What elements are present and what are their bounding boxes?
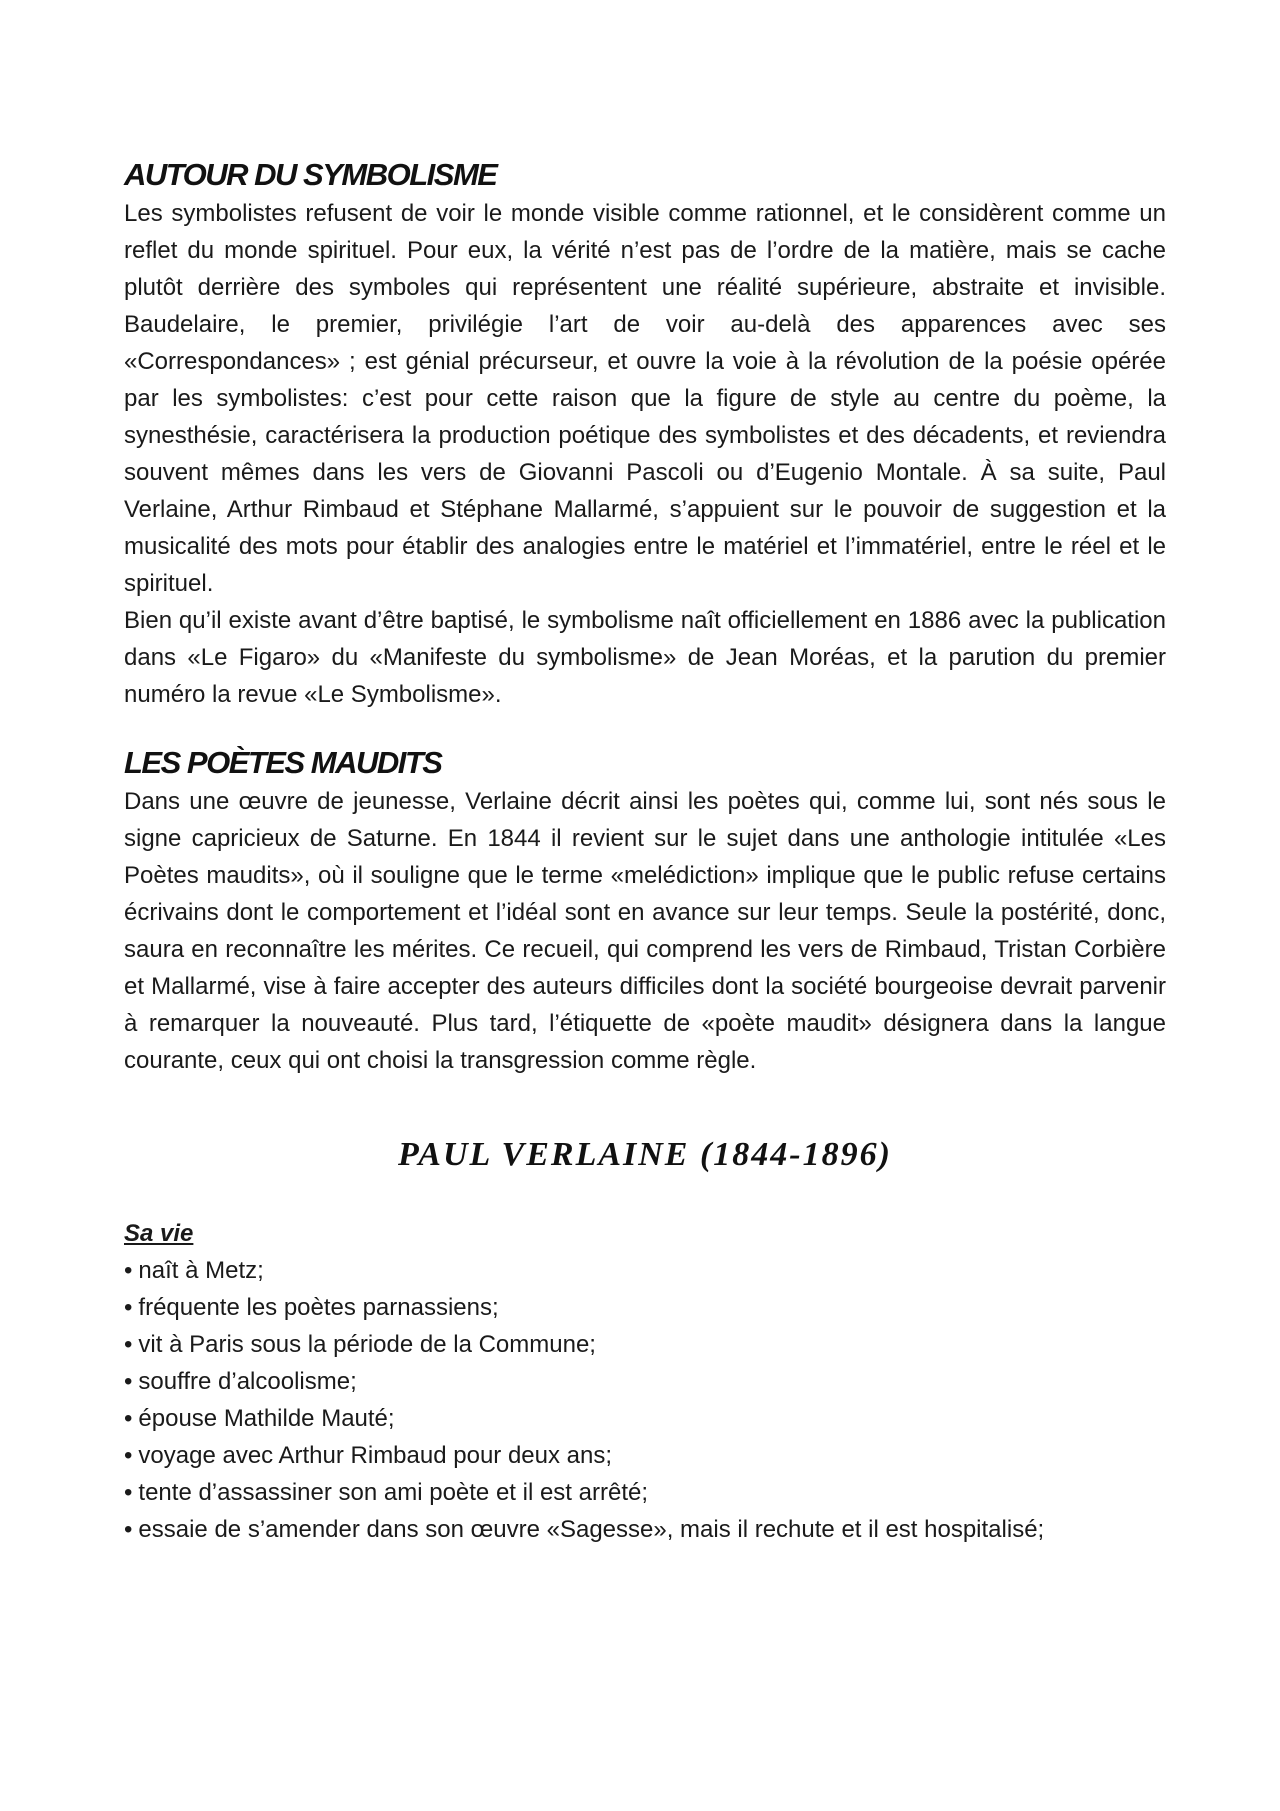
life-list — [124, 1252, 1166, 1548]
list-item-text: essaie de s’amender dans son œuvre «Sagesse», mais il rechute et il est hospitalisé; — [138, 1516, 1045, 1543]
section-spacer — [124, 713, 1166, 743]
section-heading-symbolisme: AUTOUR DU SYMBOLISME — [124, 157, 497, 192]
list-item — [124, 1252, 1166, 1289]
list-item — [124, 1511, 1166, 1548]
list-item-text: tente d’assassiner son ami poète et il est arrêté; — [138, 1479, 649, 1506]
paragraph-symbolisme-2: Bien qu’il existe avant d’être baptisé, le symbolisme naît officiellement en 1886 avec la publication dans «Le Figaro» du «Manifeste du symbolisme» de Jean Moréas, et la parution du premier numéro la revue «Le Symbolisme». — [124, 607, 1166, 708]
list-item-text: naît à Metz; — [138, 1257, 264, 1284]
list-item — [124, 1363, 1166, 1400]
list-item-text: souffre d’alcoolisme; — [138, 1368, 357, 1395]
paragraph-symbolisme-1: Les symbolistes refusent de voir le monde visible comme rationnel, et le considèrent comme un reflet du monde spirituel. Pour eux, la vérité n’est pas de l’ordre de la matière, mais se cache plutôt derrière des symboles qui représentent une réalité supérieure, abstraite et invisible. Baudelaire, le premier, privilégie l’art de voir au-delà des apparences avec ses «Correspondances» ; est génial précurseur, et ouvre la voie à la révolution de la poésie opérée par les symbolistes: c’est pour cette raison que la figure de style au centre du poème, la synesthésie, caractérisera la production poétique des symbolistes et des décadents, et reviendra souvent mêmes dans les vers de Giovanni Pascoli ou d’Eugenio Montale. À sa suite, Paul Verlaine, Arthur Rimbaud et Stéphane Mallarmé, s’appuient sur le pouvoir de suggestion et la musicalité des mots pour établir des analogies entre le matériel et l’immatériel, entre le réel et le spirituel. — [124, 200, 1166, 597]
list-item — [124, 1474, 1166, 1511]
bullet-icon: • — [124, 1331, 133, 1358]
list-item-text: voyage avec Arthur Rimbaud pour deux ans; — [138, 1442, 613, 1469]
section-heading-maudits: LES POÈTES MAUDITS — [124, 745, 442, 780]
list-item — [124, 1326, 1166, 1363]
bullet-icon: • — [124, 1479, 133, 1506]
list-item — [124, 1400, 1166, 1437]
list-item-text: épouse Mathilde Mauté; — [138, 1405, 395, 1432]
paragraph-maudits: Dans une œuvre de jeunesse, Verlaine décrit ainsi les poètes qui, comme lui, sont nés sous le signe capricieux de Saturne. En 1844 il revient sur le sujet dans une anthologie intitulée «Les Poètes maudits», où il souligne que le terme «melédiction» implique que le public refuse certains écrivains dont le comportement et l’idéal sont en avance sur leur temps. Seule la postérité, donc, saura en reconnaître les mérites. Ce recueil, qui comprend les vers de Rimbaud, Tristan Corbière et Mallarmé, vise à faire accepter des auteurs difficiles dont la société bourgeoise devrait parvenir à remarquer la nouveauté. Plus tard, l’étiquette de «poète maudit» désignera dans la langue courante, ceux qui ont choisi la transgression comme règle. — [124, 788, 1166, 1074]
list-item-text: vit à Paris sous la période de la Commune; — [138, 1331, 596, 1358]
list-item-text: fréquente les poètes parnassiens; — [138, 1294, 499, 1321]
list-item — [124, 1437, 1166, 1474]
bullet-icon: • — [124, 1405, 133, 1432]
list-item — [124, 1289, 1166, 1326]
document-page — [124, 155, 1166, 1548]
bullet-icon: • — [124, 1516, 133, 1543]
bullet-icon: • — [124, 1294, 133, 1321]
bullet-icon: • — [124, 1442, 133, 1469]
bullet-icon: • — [124, 1257, 133, 1284]
author-title: PAUL VERLAINE (1844-1896) — [398, 1136, 892, 1173]
life-heading: Sa vie — [124, 1220, 194, 1247]
bullet-icon: • — [124, 1368, 133, 1395]
